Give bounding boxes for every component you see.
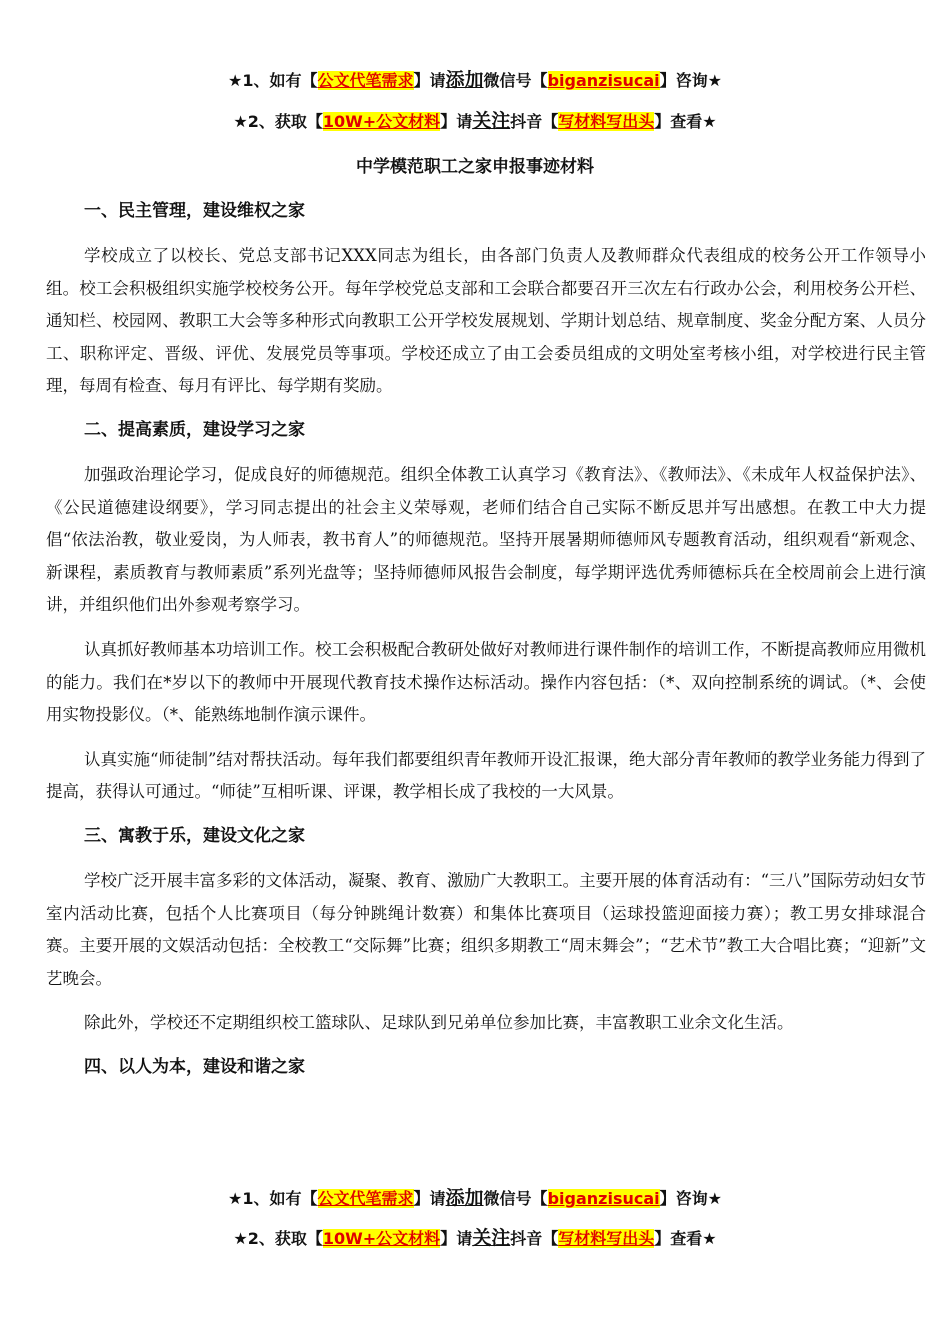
promo-text: 】请 bbox=[413, 71, 446, 90]
promo-text: 抖音【 bbox=[510, 1229, 559, 1248]
promo-highlight: 公文代笔需求 bbox=[317, 71, 414, 90]
paragraph: 认真实施“师徒制”结对帮扶活动。每年我们都要组织青年教师开设汇报课，绝大部分青年教师的教学业务能力得到了提高，获得认可通过。“师徒”互相听课、评课，教学相长成了我校的一大风景。 bbox=[46, 749, 926, 802]
promo-text: 】请 bbox=[440, 1229, 473, 1248]
paragraph: 学校成立了以校长、党总支部书记XXX同志为组长，由各部门负责人及教师群众代表组成的校务公开工作领导小组。校工会积极组织实施学校校务公开。每年学校党总支部和工会联合都要召开三次左右行政办公会，利用校务公开栏、通知栏、校园网、教职工大会等多种形式向教职工公开学校发展规划、学期计划总结、规章制度、奖金分配方案、人员分工、职称评定、晋级、评优、发展党员等事项。学校还成立了由工会委员组成的文明处室考核小组，对学校进行民主管理，每周有检查、每月有评比、每学期有奖励。 bbox=[46, 246, 926, 396]
promo-highlight: biganzisucai bbox=[547, 1189, 660, 1208]
promo-highlight: 写材料写出头 bbox=[558, 1229, 655, 1248]
promo-emphasis: 关注 bbox=[472, 1227, 511, 1249]
document-body bbox=[46, 196, 926, 1096]
promo-emphasis: 添加 bbox=[445, 1187, 484, 1209]
paragraph: 加强政治理论学习，促成良好的师德规范。组织全体教工认真学习《教育法》、《教师法》、《未成年人权益保护法》、《公民道德建设纲要》，学习同志提出的社会主义荣辱观，老师们结合自己实际不断反思并写出感想。在教工中大力提倡“依法治教，敬业爱岗，为人师表，教书育人”的师德规范。坚持开展暑期师德师风专题教育活动，组织观看“新观念、新课程，素质教育与教师素质”系列光盘等；坚持师德师风报告会制度，每学期评选优秀师德标兵在全校周前会上进行演讲，并组织他们出外参观考察学习。 bbox=[46, 464, 926, 615]
promo-line-2-bottom bbox=[0, 1226, 950, 1251]
promo-text: 微信号【 bbox=[483, 71, 548, 90]
promo-text: 微信号【 bbox=[483, 1189, 548, 1208]
promo-highlight: 公文代笔需求 bbox=[317, 1189, 414, 1208]
promo-highlight: 10W+公文材料 bbox=[322, 1229, 441, 1248]
paragraph: 除此外，学校还不定期组织校工篮球队、足球队到兄弟单位参加比赛，丰富教职工业余文化生活。 bbox=[84, 1013, 794, 1033]
promo-line-1 bbox=[0, 68, 950, 93]
promo-text: 】查看★ bbox=[654, 1229, 717, 1248]
section-heading: 二、提高素质，建设学习之家 bbox=[84, 419, 305, 440]
section-heading: 四、以人为本，建设和谐之家 bbox=[84, 1056, 305, 1077]
promo-text: ★1、如有【 bbox=[228, 71, 318, 90]
promo-text: 】请 bbox=[413, 1189, 446, 1208]
promo-emphasis: 添加 bbox=[445, 69, 484, 91]
promo-text: ★2、获取【 bbox=[233, 112, 323, 131]
promo-text: ★1、如有【 bbox=[228, 1189, 318, 1208]
document-title: 中学模范职工之家申报事迹材料 bbox=[356, 157, 594, 177]
promo-text: 】查看★ bbox=[654, 112, 717, 131]
promo-highlight: 10W+公文材料 bbox=[322, 112, 441, 131]
promo-highlight: biganzisucai bbox=[547, 71, 660, 90]
promo-text: 】请 bbox=[440, 112, 473, 131]
promo-text: ★2、获取【 bbox=[233, 1229, 323, 1248]
section-heading: 三、寓教于乐，建设文化之家 bbox=[84, 825, 305, 846]
promo-line-2 bbox=[0, 109, 950, 134]
promo-text: 抖音【 bbox=[510, 112, 559, 131]
promo-text: 】咨询★ bbox=[659, 71, 722, 90]
promo-highlight: 写材料写出头 bbox=[558, 112, 655, 131]
section-heading: 一、民主管理，建设维权之家 bbox=[84, 201, 305, 221]
paragraph: 学校广泛开展丰富多彩的文体活动，凝聚、教育、激励广大教职工。主要开展的体育活动有：“三八”国际劳动妇女节室内活动比赛，包括个人比赛项目（每分钟跳绳计数赛）和集体比赛项目（运球投篮迎面接力赛）；教工男女排球混合赛。主要开展的文娱活动包括：全校教工“交际舞”比赛；组织多期教工“周末舞会”；“艺术节”教工大合唱比赛；“迎新”文艺晚会。 bbox=[46, 870, 926, 988]
promo-line-1-bottom bbox=[0, 1186, 950, 1211]
promo-text: 】咨询★ bbox=[659, 1189, 722, 1208]
paragraph: 认真抓好教师基本功培训工作。校工会积极配合教研处做好对教师进行课件制作的培训工作，不断提高教师应用微机的能力。我们在*岁以下的教师中开展现代教育技术操作达标活动。操作内容包括：（*、双向控制系统的调试。（*、会使用实物投影仪。（*、能熟练地制作演示课件。 bbox=[46, 639, 926, 725]
promo-emphasis: 关注 bbox=[472, 110, 511, 132]
